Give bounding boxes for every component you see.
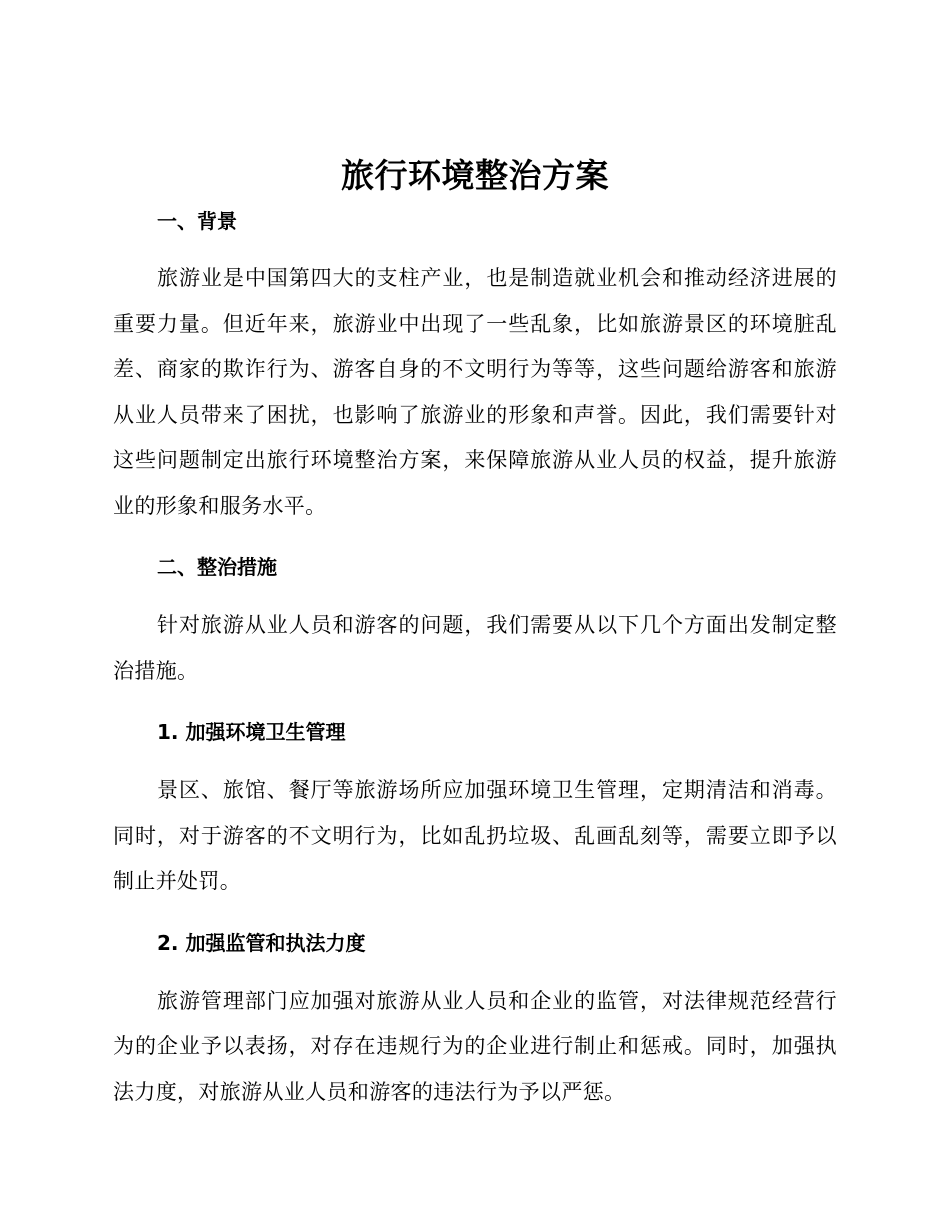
environment-paragraph: 景区、旅馆、餐厅等旅游场所应加强环境卫生管理，定期清洁和消毒。同时，对于游客的不文明行为，比如乱扔垃圾、乱画乱刻等，需要立即予以制止并处罚。 bbox=[113, 778, 837, 893]
background-heading: 一、背景 bbox=[157, 209, 237, 233]
document-title: 旅行环境整治方案 bbox=[341, 156, 609, 195]
document-body bbox=[113, 148, 837, 1115]
supervision-paragraph: 旅游管理部门应加强对旅游从业人员和企业的监管，对法律规范经营行为的企业予以表扬，对存在违规行为的企业进行制止和惩戒。同时，加强执法力度，对旅游从业人员和游客的违法行为予以严惩。 bbox=[113, 988, 837, 1104]
measures-heading: 二、整治措施 bbox=[157, 555, 277, 579]
supervision-heading: 2. 加强监管和执法力度 bbox=[157, 930, 366, 955]
measures-paragraph: 针对旅游从业人员和游客的问题，我们需要从以下几个方面出发制定整治措施。 bbox=[113, 613, 837, 683]
environment-heading: 1. 加强环境卫生管理 bbox=[157, 720, 346, 744]
background-paragraph: 旅游业是中国第四大的支柱产业，也是制造就业机会和推动经济进展的重要力量。但近年来，旅游业中出现了一些乱象，比如旅游景区的环境脏乱差、商家的欺诈行为、游客自身的不文明行为等等，这些问题给游客和旅游从业人员带来了困扰，也影响了旅游业的形象和声誉。因此，我们需要针对这些问题制定出旅行环境整治方案，来保障旅游从业人员的权益，提升旅游业的形象和服务水平。 bbox=[113, 266, 837, 518]
